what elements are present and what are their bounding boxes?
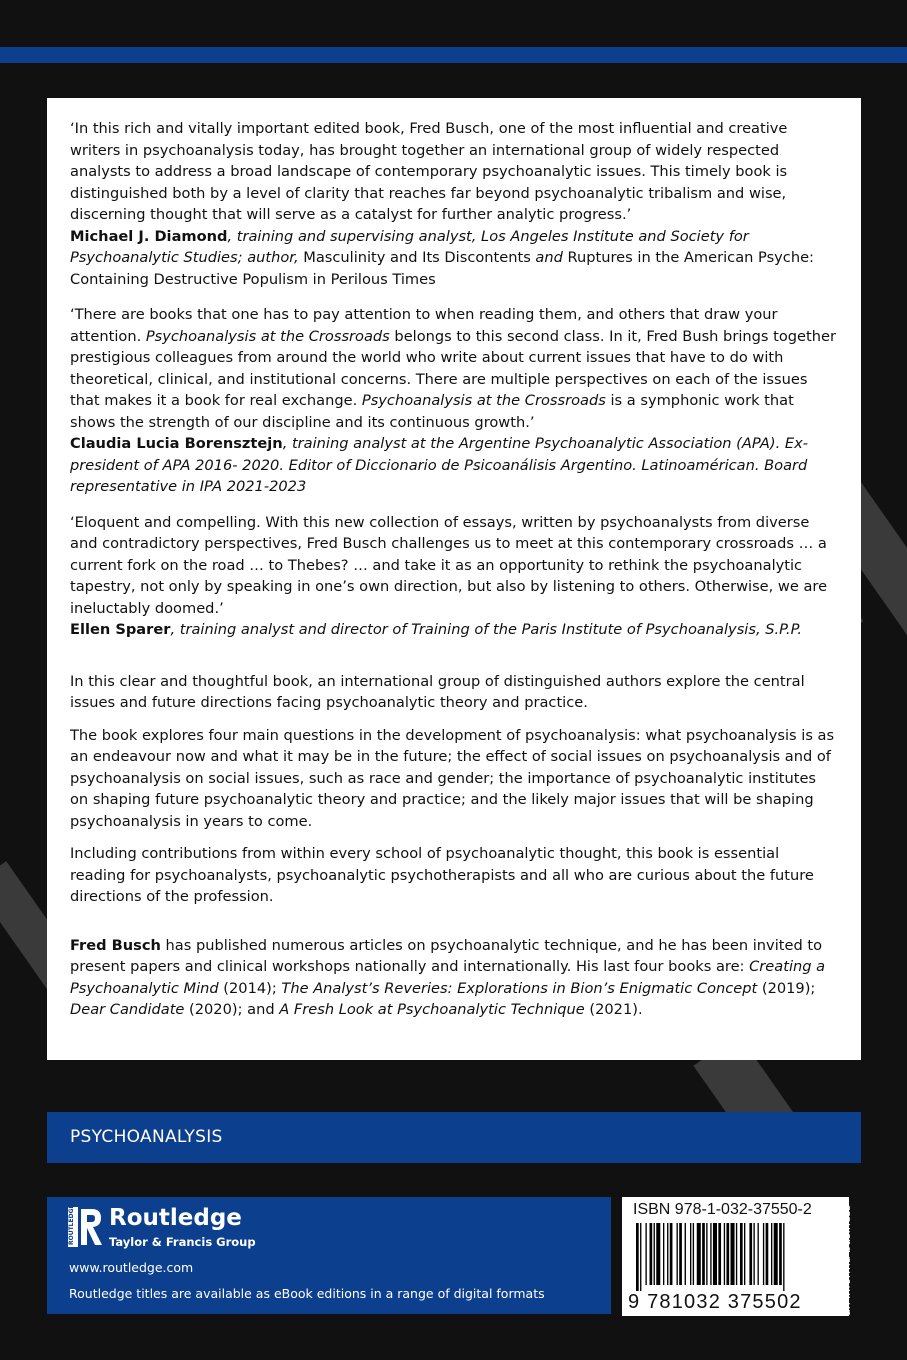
barcode-bar bbox=[744, 1223, 745, 1285]
barcode-bar bbox=[783, 1223, 784, 1291]
barcode-bar bbox=[650, 1223, 653, 1285]
reviewer-credit: , training analyst and director of Training of the Paris Institute of Psychoanalysis, S.P.P. bbox=[170, 621, 802, 638]
publisher-group: Taylor & Francis Group bbox=[109, 1235, 256, 1249]
barcode-bar bbox=[685, 1223, 686, 1285]
barcode-bar bbox=[763, 1223, 764, 1285]
quote-text: belongs to this second class. In it, Fred Bush brings together prestigious colleagues from around the world who write about current issues that have to do with theoretical, clinical, and institutional concerns. There are multiple perspectives on each of the issues that makes it a book for real exchange. bbox=[70, 327, 836, 409]
barcode-bar bbox=[645, 1223, 646, 1285]
barcode-bar bbox=[726, 1223, 729, 1285]
text-panel bbox=[47, 98, 861, 1060]
barcode-bar bbox=[670, 1223, 673, 1285]
review-attribution bbox=[70, 619, 838, 641]
barcode-bar bbox=[771, 1223, 772, 1285]
informa-tagline: an informa business bbox=[840, 1204, 853, 1316]
routledge-logo-icon bbox=[68, 1207, 102, 1247]
barcode-bar bbox=[779, 1223, 782, 1285]
barcode-bar bbox=[774, 1223, 778, 1285]
barcode-bar bbox=[731, 1223, 735, 1285]
barcode-bar bbox=[753, 1223, 754, 1285]
barcode-bar bbox=[667, 1223, 668, 1285]
author-bio bbox=[70, 935, 838, 1021]
publisher-website: www.routledge.com bbox=[69, 1260, 194, 1275]
barcode-bar bbox=[706, 1223, 707, 1285]
barcode-bar bbox=[749, 1223, 752, 1285]
barcode-bar bbox=[766, 1223, 769, 1285]
book-title: Dear Candidate bbox=[70, 1001, 185, 1018]
bio-text: has published numerous articles on psychoanalytic technique, and he has been invited to present papers and clinical workshops nationally and internationally. His last four books are: bbox=[70, 936, 823, 975]
book-title: A Fresh Look at Psychoanalytic Technique bbox=[279, 1001, 585, 1018]
top-accent-band bbox=[0, 47, 907, 63]
quote-text: ‘There are books that one has to pay attention to when reading them, and others that draw your attention. bbox=[70, 306, 778, 345]
subject-category-bar bbox=[47, 1112, 861, 1163]
barcode-bar bbox=[724, 1223, 725, 1285]
bio-text: (2019); bbox=[757, 979, 816, 997]
barcode-bar bbox=[736, 1223, 737, 1285]
publisher-box bbox=[47, 1197, 611, 1314]
quote-text: is a symphonic work that shows the strength of our discipline and its continuous growth.’ bbox=[70, 392, 794, 431]
barcode-bar bbox=[656, 1223, 660, 1285]
reviewer-credit: , training and supervising analyst, Los Angeles Institute and Society for Psychoanalytic Studies; author, bbox=[70, 227, 749, 266]
reviewer-name: Michael J. Diamond bbox=[70, 227, 228, 245]
barcode-bar bbox=[690, 1223, 691, 1285]
bio-text: (2014); bbox=[218, 979, 282, 997]
description-paragraph: The book explores four main questions in the development of psychoanalysis: what psychoanalysis is as an endeavour now and what it may be in the future; the effect of social issues on psychoanalysis and of psychoanalysis on social issues, such as race and gender; the importance of psychoanalytic institutes on shaping future psychoanalytic theory and practice; and the likely major issues that will be shaping psychoanalysis in years to come. bbox=[70, 726, 835, 830]
barcode-bar bbox=[740, 1223, 743, 1285]
barcode-bar bbox=[702, 1223, 705, 1285]
barcode-bar bbox=[654, 1223, 655, 1285]
review-quote: ‘In this rich and vitally important edited book, Fred Busch, one of the most influential and creative writers in psychoanalysis today, has brought together an international group of widely respected analysts to address a broad landscape of contemporary psychoanalytic issues. This timely book is distinguished both by a level of clarity that reaches far beyond psychoanalytic tribalism and wise, discerning thought that will serve as a catalyst for further analytic progress.’ bbox=[70, 120, 788, 223]
review-attribution bbox=[70, 433, 838, 498]
book-title: Ruptures in the American Psyche: Containing Destructive Populism in Perilous Times bbox=[70, 249, 814, 288]
bio-text: (2021). bbox=[584, 1001, 643, 1018]
barcode-image bbox=[630, 1223, 842, 1291]
barcode-bar bbox=[640, 1223, 641, 1291]
review-quote bbox=[70, 304, 838, 433]
svg-text:ROUTLEDGE: ROUTLEDGE bbox=[68, 1207, 75, 1245]
barcode-bar bbox=[663, 1223, 664, 1285]
reviewer-credit: , training analyst at the Argentine Psychoanalytic Association (APA). Ex-president of APA 2016- 2020. Editor of Diccionario de Psicoanálisis Argentino. Latinoamérican. Board representative in IPA 2021-2023 bbox=[70, 435, 809, 495]
book-title: Psychoanalysis at the Crossroads bbox=[361, 392, 606, 409]
review-attribution bbox=[70, 226, 838, 291]
bio-text: (2020); and bbox=[184, 1001, 280, 1018]
barcode-bar bbox=[677, 1223, 678, 1285]
barcode-bar bbox=[679, 1223, 682, 1285]
description-paragraph: In this clear and thoughtful book, an international group of distinguished authors explore the central issues and future directions facing psychoanalytic theory and practice. bbox=[70, 672, 805, 711]
barcode-bar bbox=[758, 1223, 759, 1285]
reviewer-name: Claudia Lucia Borensztejn bbox=[70, 435, 283, 452]
barcode-bar bbox=[710, 1223, 711, 1285]
isbn-barcode-box bbox=[622, 1197, 849, 1316]
isbn-label: ISBN 978-1-032-37550-2 bbox=[633, 1201, 812, 1218]
barcode-bar bbox=[718, 1223, 721, 1285]
subject-label: PSYCHOANALYSIS bbox=[70, 1127, 223, 1147]
barcode-bar bbox=[693, 1223, 694, 1285]
reviewer-name: Ellen Sparer bbox=[70, 621, 171, 638]
book-title: Psychoanalysis at the Crossroads bbox=[145, 327, 390, 345]
book-title: Masculinity and Its Discontents bbox=[303, 249, 531, 266]
barcode-bar bbox=[713, 1223, 717, 1285]
review-quote: ‘Eloquent and compelling. With this new collection of essays, written by psychoanalysts from diverse and contradictory perspectives, Fred Busch challenges us to meet at this contemporary crossroads … a current fork on the road … to Thebes? … and take it as an opportunity to rethink the psychoanalytic tapestry, not only by speaking in one’s own direction, but also by listening to others. Otherwise, we are ineluctably doomed.’ bbox=[70, 513, 828, 617]
barcode-bar bbox=[697, 1223, 701, 1285]
ebook-note: Routledge titles are available as eBook editions in a range of digital formats bbox=[69, 1286, 545, 1301]
barcode-bar bbox=[636, 1223, 639, 1291]
barcode-digits: 9 781032 375502 bbox=[628, 1291, 802, 1313]
author-name: Fred Busch bbox=[70, 936, 161, 954]
book-title: Creating a Psychoanalytic Mind bbox=[70, 958, 826, 997]
publisher-name: Routledge bbox=[109, 1205, 242, 1231]
description-paragraph: Including contributions from within every school of psychoanalytic thought, this book is essential reading for psychoanalysts, psychoanalytic psychotherapists and all who are curious about the future directions of the profession. bbox=[70, 845, 814, 905]
reviewer-credit: and bbox=[530, 249, 568, 266]
book-title: The Analyst’s Reveries: Explorations in Bion’s Enigmatic Concept bbox=[281, 979, 758, 997]
